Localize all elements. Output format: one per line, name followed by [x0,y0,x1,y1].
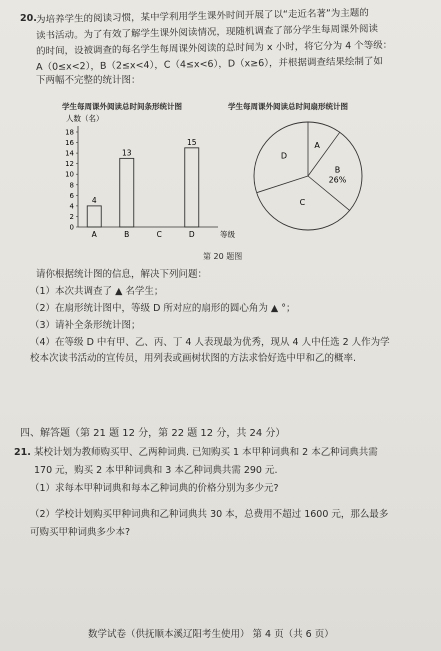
q20-line-4: A（0≤x<2），B（2≤x<4），C（4≤x<6），D（x≥6），并根据调查结果绘制了如 [35,55,384,74]
pie-label-C: C [299,198,306,208]
q20-number: 20. [20,13,37,24]
pie-radius-D [257,176,308,193]
y-tick-label: 12 [65,160,74,169]
q21-part-2b: 可购买甲种词典多少本? [30,527,131,538]
bar-chart [40,112,240,252]
y-tick-label: 8 [69,181,74,190]
bar-data-label-A: 4 [91,195,97,205]
x-tick-label-D: D [188,230,195,239]
q21-line-1: 某校计划为教师购买甲、乙两种词典. 已知购买 1 本甲种词典和 2 本乙种词典共需 [34,447,378,458]
section-4-heading: 四、解答题（第 21 题 12 分，第 22 题 12 分，共 24 分） [20,428,286,439]
pie-chart-title: 学生每周课外阅读总时间扇形统计图 [228,102,348,111]
pie-chart [250,118,370,238]
bar-data-label-D: 15 [186,137,197,147]
pie-label-D: D [280,151,288,161]
x-tick-label-A: A [91,230,97,239]
x-tick-label-B: B [124,230,130,239]
q20-part-4b: 校本次读书活动的宣传员，用列表或画树状图的方法求恰好选中甲和乙的概率. [30,353,357,364]
q21-part-2a: （2）学校计划购买甲种词典和乙种词典共 30 本，总费用不超过 1600 元，那么最多 [30,509,389,520]
y-tick-label: 2 [69,212,74,221]
bar-D [185,148,199,227]
y-tick-label: 18 [65,128,74,137]
y-tick-label: 6 [69,191,74,200]
y-axis-label: 人数（名） [66,114,104,123]
q20-part-2: （2）在扇形统计图中，等级 D 所对应的扇形的圆心角为 ▲ °； [30,303,296,314]
q20-prompt: 请你根据统计图的信息，解决下列问题： [36,269,208,280]
q20-line-5: 下两幅不完整的统计图： [36,75,141,86]
bar-chart-title: 学生每周课外阅读总时间条形统计图 [62,102,182,111]
x-axis-label: 等级 [220,230,235,239]
pie-label-A: A [314,140,320,150]
pie-label-B: B [334,165,341,175]
y-tick-label: 10 [65,170,74,179]
q20-line-2: 读书活动。为了有效了解学生课外阅读情况，现随机调查了部分学生每周课外阅读 [35,23,379,42]
bar-B [120,158,134,227]
y-tick-label: 14 [65,149,74,158]
pie-percent-B: 26% [328,175,347,185]
page-footer: 数学试卷（供抚顺本溪辽阳考生使用） 第 4 页（共 6 页） [88,629,334,640]
x-tick-label-C: C [156,230,162,239]
q20-line-3: 的时间，设被调查的每名学生每周课外阅读的总时间为 x 小时，将它分为 4 个等级： [35,39,393,58]
q21-part-1: （1）求每本甲种词典和每本乙种词典的价格分别为多少元? [30,483,279,494]
bar-A [87,206,101,227]
bar-data-label-B: 13 [121,148,132,158]
figure-caption: 第 20 题图 [203,252,243,261]
y-tick-label: 16 [65,139,74,148]
q21-number: 21. [14,447,31,458]
q20-line-1: 为培养学生的阅读习惯，某中学利用学生课外时间开展了以“走近名著”为主题的 [35,7,369,26]
y-tick-label: 4 [69,202,74,211]
q20-part-1: （1）本次共调查了 ▲ 名学生； [30,286,164,297]
q21-line-2: 170 元，购买 2 本甲种词典和 3 本乙种词典共需 290 元. [34,465,278,476]
y-tick-label: 0 [69,223,74,232]
q20-part-3: （3）请补全条形统计图； [30,320,141,331]
q20-part-4a: （4）在等级 D 中有甲、乙、丙、丁 4 人表现最为优秀，现从 4 人中任选 2 人作为学 [30,337,390,348]
